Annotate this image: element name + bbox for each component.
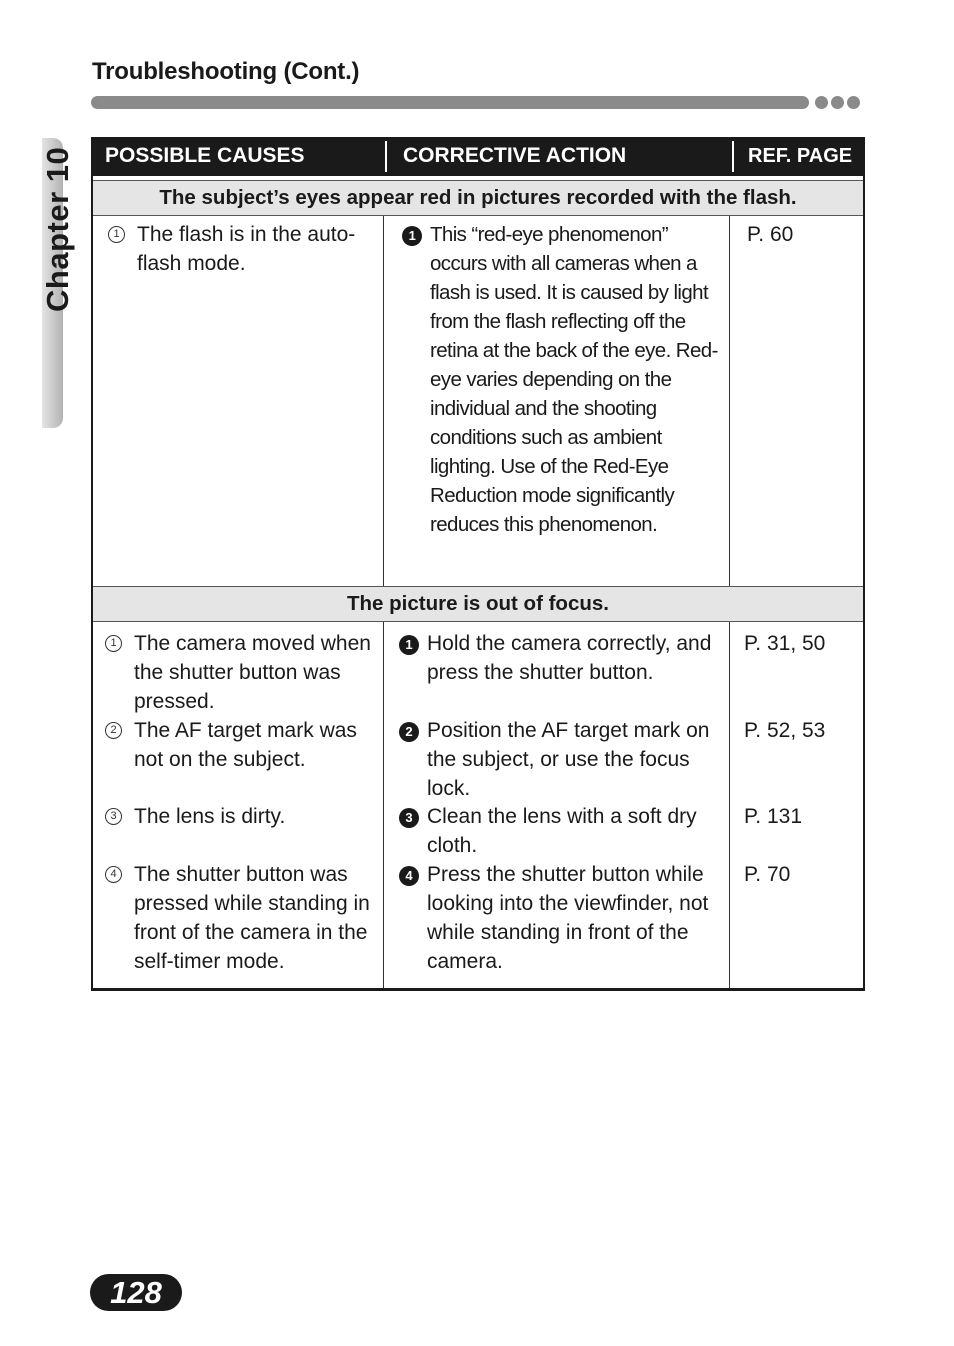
- title-underline-bar: [91, 96, 809, 109]
- filled-number-marker: 1: [402, 226, 422, 246]
- ref-page: P. 31, 50: [744, 632, 826, 655]
- section-heading-red-eye: The subject’s eyes appear red in pictures recorded with the flash.: [93, 180, 863, 216]
- circled-number-marker: 3: [105, 808, 122, 825]
- dot-decoration: [815, 96, 828, 109]
- circled-number-marker: 1: [108, 226, 125, 243]
- ref-page: P. 60: [747, 223, 794, 246]
- circled-number-marker: 2: [105, 722, 122, 739]
- column-separator: [732, 141, 734, 172]
- ref-page: P. 70: [744, 863, 791, 886]
- action-text: Hold the camera correctly, and press the shutter button.: [427, 632, 712, 684]
- column-header-causes: POSSIBLE CAUSES: [105, 144, 305, 167]
- dot-decoration: [847, 96, 860, 109]
- column-divider: [383, 216, 384, 588]
- section-heading-out-of-focus: The picture is out of focus.: [93, 586, 863, 622]
- table-row-action: [399, 802, 727, 860]
- table-row-action: [402, 220, 720, 539]
- title-bar-dots: [815, 96, 860, 109]
- ref-page: P. 131: [744, 805, 803, 828]
- circled-number-marker: 4: [105, 866, 122, 883]
- action-text: Position the AF target mark on the subject, or use the focus lock.: [427, 719, 710, 800]
- column-divider: [729, 622, 730, 988]
- table-row-cause: [105, 802, 374, 831]
- table-row-action: [399, 629, 727, 687]
- filled-number-marker: 3: [399, 808, 419, 828]
- chapter-label: Chapter 10: [40, 146, 75, 312]
- filled-number-marker: 4: [399, 866, 419, 886]
- cause-text: The camera moved when the shutter button was pressed.: [134, 632, 371, 713]
- cause-text: The AF target mark was not on the subject.: [134, 719, 357, 771]
- cause-text: The lens is dirty.: [134, 805, 286, 828]
- column-header-action: CORRECTIVE ACTION: [403, 144, 627, 167]
- column-separator: [385, 141, 387, 172]
- table-row-cause: [105, 716, 374, 774]
- table-row-action: [399, 860, 727, 976]
- cause-text: The flash is in the auto-flash mode.: [137, 223, 356, 275]
- table-header: [91, 137, 865, 176]
- filled-number-marker: 1: [399, 635, 419, 655]
- dot-decoration: [831, 96, 844, 109]
- cause-text: The shutter button was pressed while standing in front of the camera in the self-timer mode.: [134, 863, 370, 973]
- table-row-action: [399, 716, 727, 803]
- page-title: Troubleshooting (Cont.): [92, 58, 360, 85]
- troubleshooting-table: [91, 137, 865, 990]
- action-text: Clean the lens with a soft dry cloth.: [427, 805, 697, 857]
- table-row-cause: [105, 860, 374, 976]
- table-row-cause: [105, 629, 374, 716]
- page-number-badge: [90, 1274, 182, 1311]
- action-text: This “red-eye phenomenon” occurs with all cameras when a flash is used. It is caused by light from the flash reflecting off the retina at the back of the eye. Red-eye varies depending on the individual and the shooting conditions such as ambient lighting. Use of the Red-Eye Reduction mode significantly reduces this phenomenon.: [430, 223, 718, 536]
- column-divider: [383, 622, 384, 988]
- circled-number-marker: 1: [105, 635, 122, 652]
- table-body: [91, 176, 865, 991]
- filled-number-marker: 2: [399, 722, 419, 742]
- ref-page: P. 52, 53: [744, 719, 826, 742]
- table-row-cause: [108, 220, 383, 278]
- column-header-ref: REF. PAGE: [748, 145, 853, 167]
- action-text: Press the shutter button while looking into the viewfinder, not while standing in front of the camera.: [427, 863, 709, 973]
- column-divider: [729, 216, 730, 588]
- page-number: 128: [110, 1275, 162, 1310]
